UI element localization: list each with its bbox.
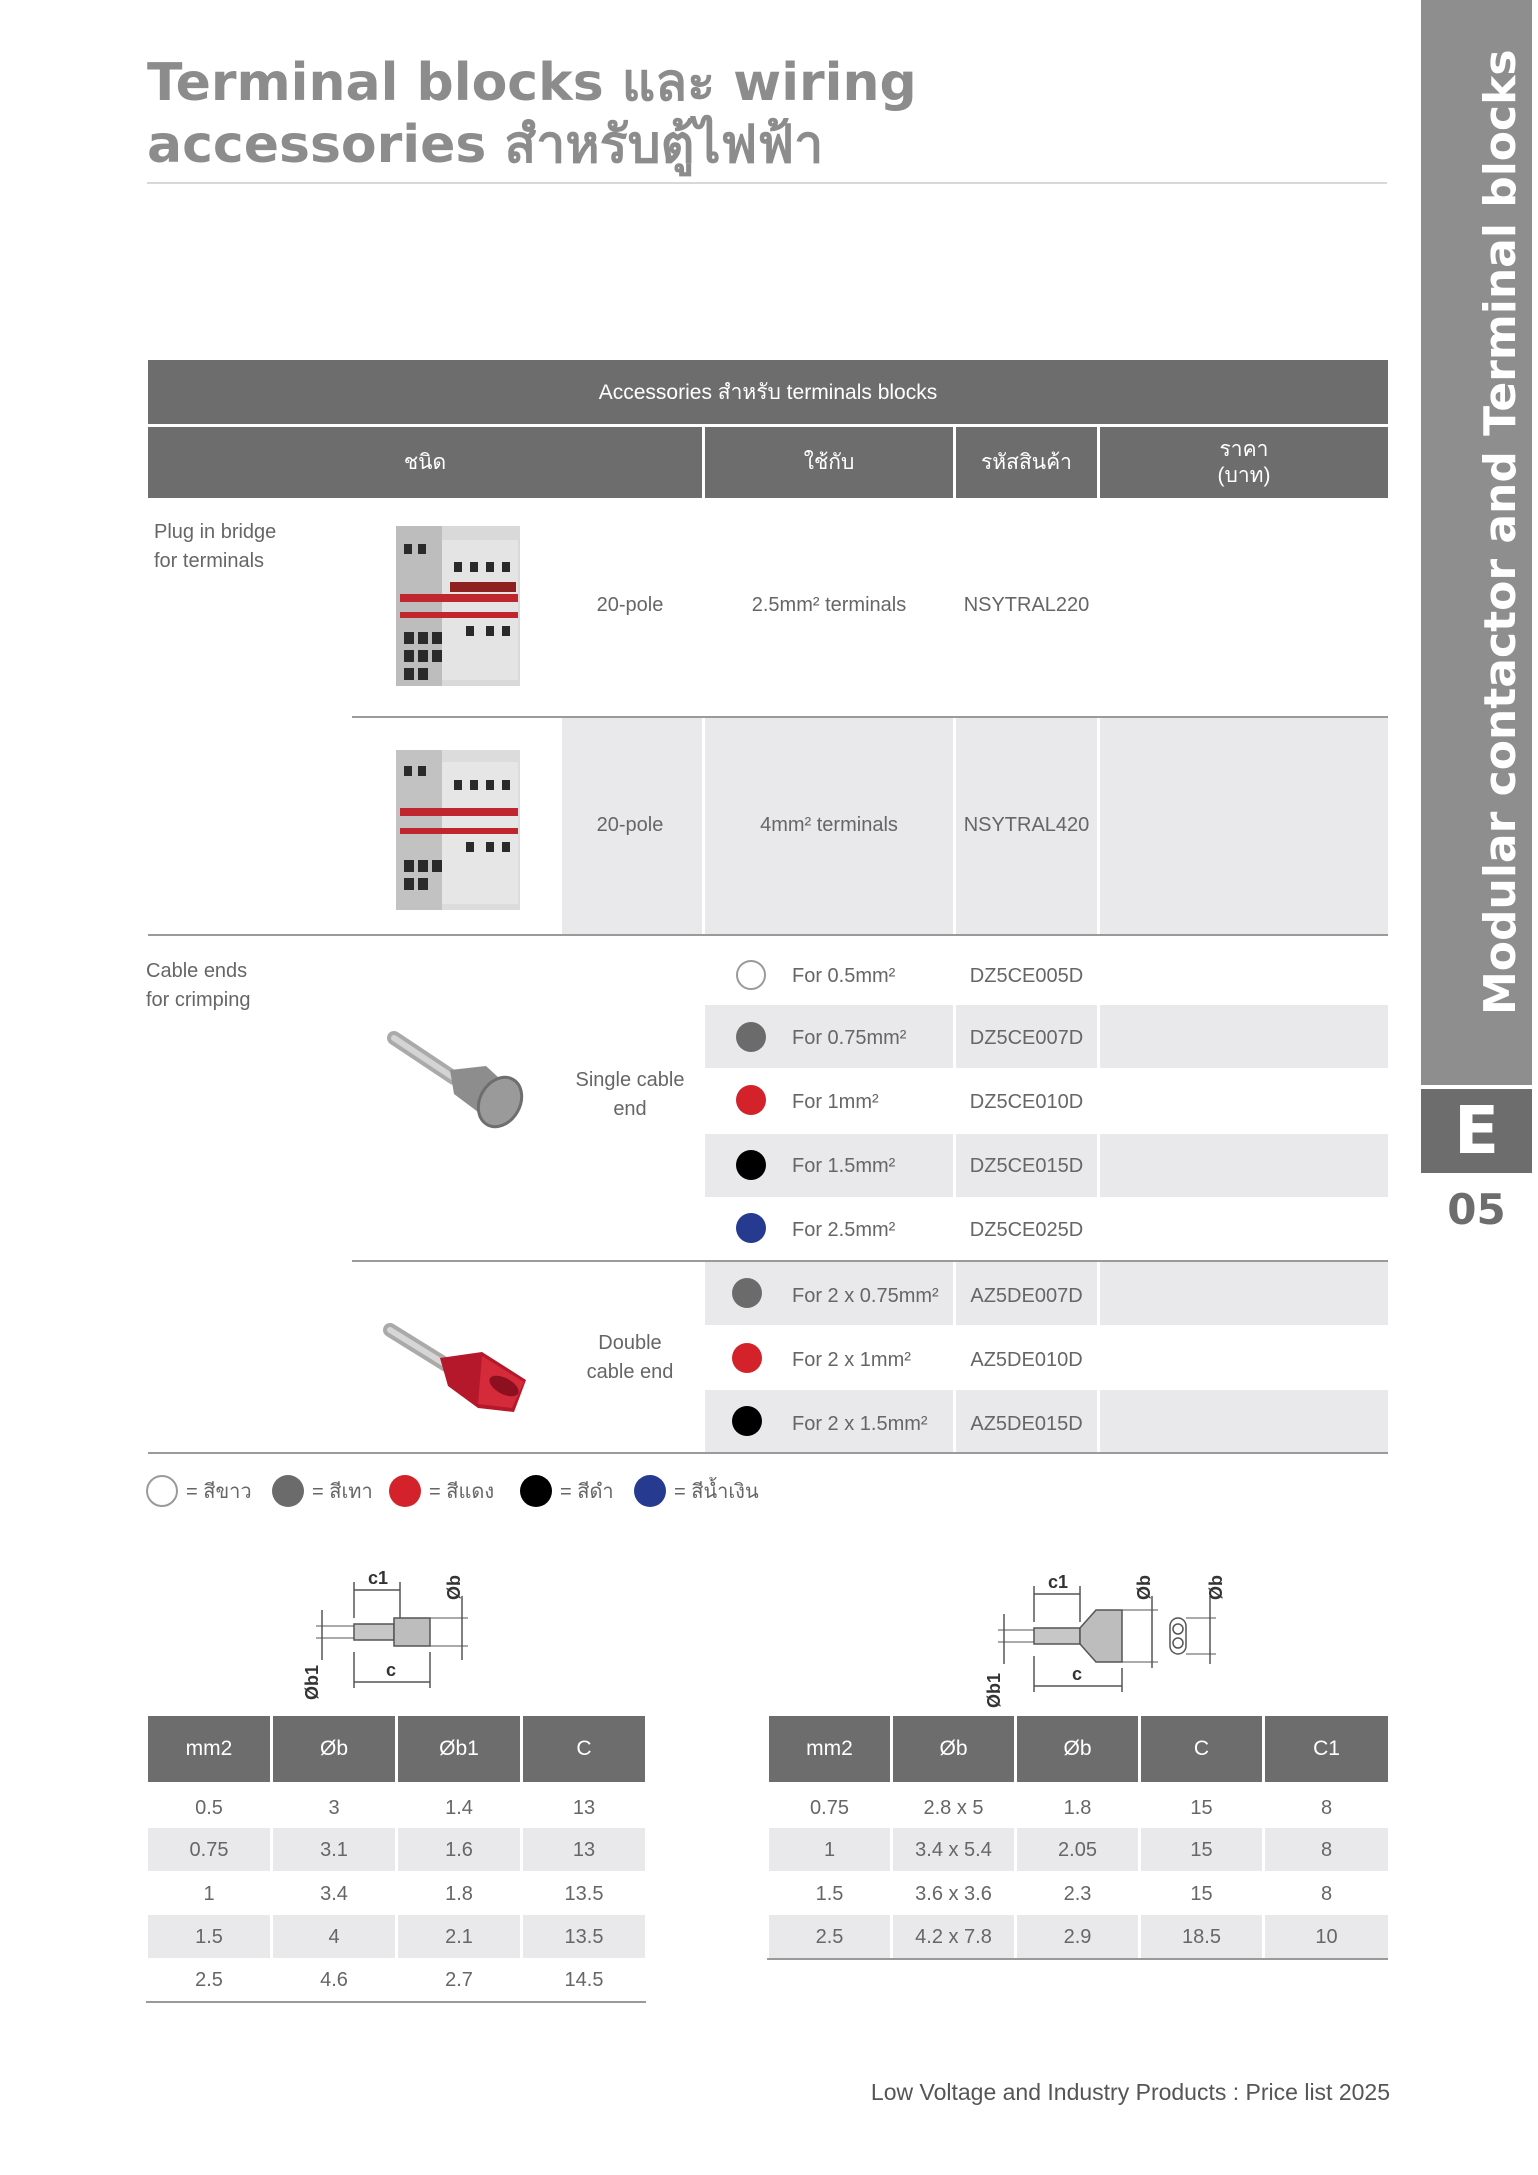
single-cable-end-label-line-1: Single cable [575,1069,685,1091]
single-dim-cell: 13 [572,1796,596,1819]
legend-text-red: = สีแดง [429,1481,495,1503]
header-code: รหัสสินค้า [956,427,1097,498]
single-dim-cell: 13.5 [564,1882,604,1905]
single-dim-header-2: Øb [273,1716,395,1782]
plug-bridge-label-line-2: for terminals [154,550,265,572]
section-letter: E [1421,1089,1532,1173]
color-dot-black [732,1406,762,1436]
double-dim-cell: 18.5 [1182,1925,1221,1948]
color-dot-white [736,960,766,990]
cable-ends-label-line-1: Cable ends [146,960,248,982]
plug-bridge-row-2-code: NSYTRAL420 [963,813,1090,836]
double-dim-header-5: C1 [1265,1716,1388,1782]
double-dim-header-1: mm2 [769,1716,890,1782]
single-dim-cell: 0.75 [189,1838,229,1861]
header-type: ชนิด [148,427,702,498]
double-dim-bottom-rule [767,1958,1388,1960]
group-divider [148,934,1388,936]
plug-bridge-label-line-1: Plug in bridge [154,521,277,543]
color-dot-grey [736,1022,766,1052]
double-dim-header-3: Øb [1017,1716,1138,1782]
color-dot-black [736,1150,766,1180]
double-cable-end-image [378,1316,538,1424]
column-divider [1097,936,1100,1262]
single-dim-header-3: Øb1 [398,1716,520,1782]
double-row-1-use: For 2 x 0.75mm² [792,1284,939,1307]
single-row-1-code: DZ5CE005D [969,964,1084,987]
single-dim-cell: 3 [328,1796,340,1819]
legend-item-red [389,1474,494,1508]
page-footer: Low Voltage and Industry Products : Price list 2025 [870,2079,1390,2105]
single-dim-header-1: mm2 [148,1716,270,1782]
header-price-line-1: ราคา [1219,437,1269,461]
single-cable-end-image [384,1024,536,1136]
single-dim-bottom-rule [146,2001,646,2003]
double-dim-cell: 1.8 [1063,1796,1092,1819]
header-price-line-2: (บาท) [1217,463,1271,487]
double-dim-cell: 4.2 x 7.8 [915,1925,992,1948]
single-row-4-use: For 1.5mm² [792,1154,896,1177]
table-bottom-rule [148,1452,1388,1454]
single-dim-cell: 0.5 [195,1796,223,1819]
double-dim-cell: 2.3 [1063,1882,1092,1905]
double-dim-cell: 0.75 [810,1796,849,1819]
double-ferrule-diagram [972,1560,1242,1710]
double-dim-cell: 15 [1190,1838,1213,1861]
label-ob: Øb [444,1575,464,1600]
legend-dot-black [520,1475,552,1507]
section-number: 05 [1447,1185,1506,1234]
double-dim-cell: 2.05 [1058,1838,1097,1861]
cable-ends-label-line-2: for crimping [146,989,251,1011]
single-row-5-use: For 2.5mm² [792,1218,896,1241]
double-dim-cell: 1 [823,1838,836,1861]
single-dim-cell: 1.4 [445,1796,473,1819]
legend-item-blue [634,1474,759,1508]
double-cable-end-label-line-2: cable end [586,1361,674,1383]
column-divider [1097,718,1100,934]
page-title-line-1: Terminal blocks และ wiring [147,53,917,113]
single-dim-cell: 2.1 [445,1925,473,1948]
label-ob1: Øb1 [984,1672,1004,1708]
single-dim-cell: 1.6 [445,1838,473,1861]
header-price [1100,427,1388,498]
single-dim-cell: 2.5 [195,1968,223,1991]
plug-bridge-label [154,518,276,576]
legend-item-black [520,1474,614,1508]
double-dim-cell: 3.4 x 5.4 [915,1838,992,1861]
side-tab-label: Modular contactor and Terminal blocks [1475,49,1526,1015]
legend-dot-grey [272,1475,304,1507]
single-row-4-code: DZ5CE015D [969,1154,1084,1177]
double-dim-cell: 8 [1320,1796,1333,1819]
double-cable-end-label [560,1328,700,1388]
double-cable-end-label-line-1: Double [598,1332,662,1354]
double-row-2-use: For 2 x 1mm² [792,1348,911,1371]
plug-bridge-row-2-poles: 20-pole [596,813,664,836]
column-divider [1097,1262,1100,1453]
single-row-1-use: For 0.5mm² [792,964,896,987]
table-caption: Accessories สำหรับ terminals blocks [148,360,1388,424]
double-dim-cell: 3.6 x 3.6 [915,1882,992,1905]
header-use: ใช้กับ [705,427,953,498]
color-dot-blue [736,1213,766,1243]
plug-bridge-row-1-poles: 20-pole [596,593,664,616]
double-dim-header-4: C [1141,1716,1262,1782]
double-row-2-code: AZ5DE010D [970,1348,1083,1371]
single-dim-cell: 1.5 [195,1925,223,1948]
single-ferrule-diagram [292,1560,492,1710]
legend-item-white [146,1474,252,1508]
double-dim-cell: 8 [1320,1882,1333,1905]
single-dim-cell: 13 [572,1838,596,1861]
double-dim-cell: 15 [1190,1796,1213,1819]
title-divider [147,182,1387,184]
plug-bridge-row-1-code: NSYTRAL220 [963,593,1090,616]
single-row-2-code: DZ5CE007D [969,1026,1084,1049]
label-c1: c1 [368,1568,389,1588]
color-dot-grey [732,1278,762,1308]
label-c: c [1072,1664,1083,1684]
legend-item-grey [272,1474,373,1508]
double-dim-header-2: Øb [893,1716,1014,1782]
label-c: c [386,1660,397,1680]
single-row-3-code: DZ5CE010D [969,1090,1084,1113]
cable-ends-label [146,957,250,1015]
plug-bridge-image-1 [392,522,524,690]
label-ob-a: Øb [1134,1575,1154,1600]
single-dim-cell: 4.6 [320,1968,348,1991]
single-cable-end-label-line-2: end [613,1098,647,1120]
single-dim-cell: 13.5 [564,1925,604,1948]
legend-text-white: = สีขาว [186,1481,252,1503]
single-dim-cell: 14.5 [564,1968,604,1991]
double-dim-cell: 2.5 [815,1925,844,1948]
double-dim-cell: 1.5 [815,1882,844,1905]
double-row-3-use: For 2 x 1.5mm² [792,1412,928,1435]
double-row-1-code: AZ5DE007D [970,1284,1083,1307]
color-dot-red [732,1343,762,1373]
legend-dot-blue [634,1475,666,1507]
double-dim-cell: 2.9 [1063,1925,1092,1948]
label-ob-b: Øb [1206,1575,1226,1600]
plug-bridge-row-2-use: 4mm² terminals [760,813,898,836]
page-title-line-2: accessories สำหรับตู้ไฟฟ้า [147,115,824,175]
single-dim-cell: 3.4 [320,1882,348,1905]
plug-bridge-image-2 [392,746,524,914]
double-row-3-code: AZ5DE015D [970,1412,1083,1435]
page-title [147,52,1387,176]
single-row-2-use: For 0.75mm² [792,1026,907,1049]
legend-dot-white [146,1475,178,1507]
single-dim-cell: 4 [328,1925,340,1948]
legend-text-grey: = สีเทา [312,1481,373,1503]
double-dim-cell: 15 [1190,1882,1213,1905]
legend-text-black: = สีดำ [560,1481,614,1503]
single-dim-cell: 3.1 [320,1838,348,1861]
single-dim-header-4: C [523,1716,645,1782]
label-c1: c1 [1048,1572,1069,1592]
label-ob1: Øb1 [302,1664,322,1700]
legend-text-blue: = สีน้ำเงิน [674,1481,759,1503]
legend-dot-red [389,1475,421,1507]
single-dim-cell: 2.7 [445,1968,473,1991]
single-dim-cell: 1 [203,1882,215,1905]
single-dim-cell: 1.8 [445,1882,473,1905]
single-row-3-use: For 1mm² [792,1090,879,1113]
double-dim-cell: 10 [1315,1925,1338,1948]
single-row-5-code: DZ5CE025D [969,1218,1084,1241]
double-dim-cell: 2.8 x 5 [923,1796,984,1819]
color-dot-red [736,1085,766,1115]
double-dim-cell: 8 [1320,1838,1333,1861]
plug-bridge-row-1-use: 2.5mm² terminals [751,593,907,616]
single-cable-end-label [560,1065,700,1125]
